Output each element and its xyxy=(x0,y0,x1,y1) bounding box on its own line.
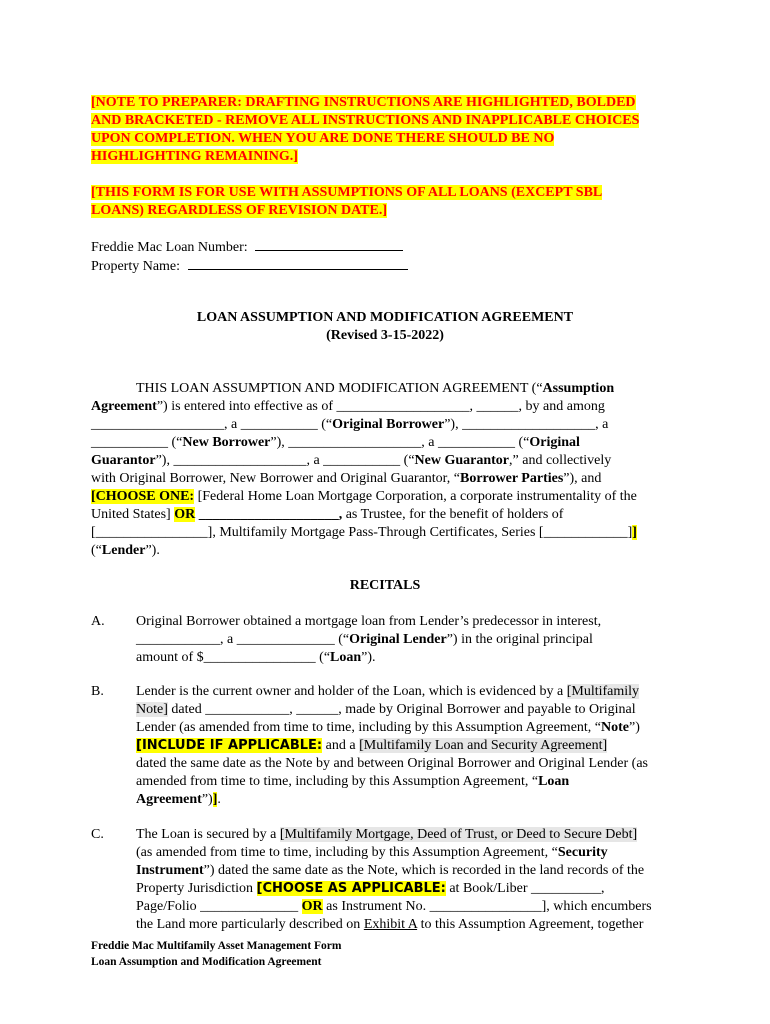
optional-text: [Multifamily Loan and Security Agreement] xyxy=(359,738,608,753)
text: The Loan is secured by a xyxy=(136,827,280,842)
text: ”), ___________________, a ___________ (“ xyxy=(155,453,415,468)
loan-number-field xyxy=(91,237,403,257)
or-instruction: OR xyxy=(301,899,323,914)
loan-number-blank[interactable] xyxy=(255,237,403,251)
recital-c xyxy=(136,826,681,934)
intro-paragraph xyxy=(91,380,681,560)
note-line: UPON COMPLETION. WHEN YOU ARE DONE THERE SHOULD BE NO xyxy=(91,131,555,146)
recital-b-label: B. xyxy=(91,684,104,699)
form-use-note xyxy=(91,184,691,220)
text: Lender (as amended from time to time, including by this Assumption Agreement, “ xyxy=(136,720,602,735)
defined-term: Lender xyxy=(101,543,146,558)
bracket-instruction: ] xyxy=(632,525,637,540)
recital-b xyxy=(136,683,681,809)
page-footer xyxy=(91,938,342,970)
text: as Trustee, for the benefit of holders of xyxy=(342,507,564,522)
text: with Original Borrower, New Borrower and Original Guarantor, “ xyxy=(91,471,460,486)
text: ”), ___________________, a xyxy=(444,417,609,432)
text: ”). xyxy=(361,650,376,665)
recital-a-label: A. xyxy=(91,614,105,629)
defined-term: Agreement xyxy=(91,399,157,414)
defined-term: Original xyxy=(529,435,580,450)
text: and a xyxy=(322,738,360,753)
include-if-applicable-instruction: [INCLUDE IF APPLICABLE: xyxy=(136,738,323,753)
recitals-heading: RECITALS xyxy=(349,578,421,593)
optional-text: [Multifamily xyxy=(566,684,640,699)
text: ”) is entered into effective as of ___________________, ______, by and among xyxy=(156,399,605,414)
defined-term: Assumption xyxy=(542,381,615,396)
preparer-note xyxy=(91,94,691,166)
defined-term: New Borrower xyxy=(182,435,271,450)
choose-as-applicable-instruction: [CHOOSE AS APPLICABLE: xyxy=(256,881,446,896)
bracket-instruction: ] xyxy=(212,792,218,807)
text: ”) xyxy=(201,792,213,807)
loan-number-label: Freddie Mac Loan Number: xyxy=(91,240,248,255)
or-instruction: OR xyxy=(174,507,196,522)
text: [Federal Home Loan Mortgage Corporation, a corporate instrumentality of the xyxy=(194,489,637,504)
text: Lender is the current owner and holder of the Loan, which is evidenced by a xyxy=(136,684,567,699)
text: ____________, a ______________ (“ xyxy=(136,632,350,647)
document-title: LOAN ASSUMPTION AND MODIFICATION AGREEMENT xyxy=(196,310,574,325)
defined-term: Loan xyxy=(538,774,570,789)
text: United States] xyxy=(91,507,171,522)
footer-line: Freddie Mac Multifamily Asset Management Form xyxy=(91,940,342,952)
text: (as amended from time to time, including by this Assumption Agreement, “ xyxy=(136,845,558,860)
text: THIS LOAN ASSUMPTION AND MODIFICATION AGREEMENT (“ xyxy=(136,381,543,396)
footer-line: Loan Assumption and Modification Agreement xyxy=(91,956,322,968)
defined-term: Agreement xyxy=(136,792,202,807)
defined-term: Loan xyxy=(330,650,362,665)
text: (“ xyxy=(91,543,102,558)
text: ”) in the original principal xyxy=(446,632,593,647)
note-line: HIGHLIGHTING REMAINING.] xyxy=(91,149,298,164)
property-name-field xyxy=(91,256,408,276)
text: to this Assumption Agreement, together xyxy=(417,917,644,932)
text: ,” and collectively xyxy=(509,453,612,468)
optional-text: [Multifamily Mortgage, Deed of Trust, or Deed to Secure Debt] xyxy=(279,827,638,842)
text: ”), and xyxy=(563,471,602,486)
text: ___________________, a ___________ (“ xyxy=(91,417,333,432)
revision-date: (Revised 3-15-2022) xyxy=(326,328,444,343)
text: . xyxy=(217,792,221,807)
text: [________________], Multifamily Mortgage Pass-Through Certificates, Series [____________] xyxy=(91,525,633,540)
choose-one-instruction: [CHOOSE ONE: xyxy=(91,489,195,504)
defined-term: Instrument xyxy=(136,863,204,878)
text: dated the same date as the Note by and between Original Borrower and Original Lender (as xyxy=(136,756,648,771)
defined-term: Original Lender xyxy=(349,632,447,647)
text: the Land more particularly described on xyxy=(136,917,364,932)
exhibit-a-reference: Exhibit A xyxy=(363,917,418,932)
text: ”) xyxy=(629,720,640,735)
recital-c-label: C. xyxy=(91,827,104,842)
note-line: [THIS FORM IS FOR USE WITH ASSUMPTIONS OF ALL LOANS (EXCEPT SBL xyxy=(91,185,603,200)
text: amount of $________________ (“ xyxy=(136,650,331,665)
text: ”), ___________________, a ___________ (“ xyxy=(270,435,530,450)
text: Original Borrower obtained a mortgage loan from Lender’s predecessor in interest, xyxy=(136,614,602,629)
property-name-blank[interactable] xyxy=(188,256,408,270)
text: Page/Folio ______________ xyxy=(136,899,302,914)
defined-term: New Guarantor xyxy=(414,453,510,468)
defined-term: Note xyxy=(601,720,630,735)
text: as Instrument No. ________________], which encumbers xyxy=(322,899,652,914)
optional-text: Note] xyxy=(136,702,168,717)
defined-term: Security xyxy=(557,845,608,860)
defined-term: Guarantor xyxy=(91,453,156,468)
note-line: LOANS) REGARDLESS OF REVISION DATE.] xyxy=(91,203,387,218)
defined-term: Borrower Parties xyxy=(460,471,564,486)
text: ”). xyxy=(145,543,160,558)
text: ____________________, xyxy=(198,507,343,522)
recital-a xyxy=(136,613,681,667)
text: Property Jurisdiction xyxy=(136,881,257,896)
defined-term: Original Borrower xyxy=(332,417,445,432)
property-name-label: Property Name: xyxy=(91,259,181,274)
text: ___________ (“ xyxy=(91,435,183,450)
text: dated ____________, ______, made by Original Borrower and payable to Original xyxy=(167,702,636,717)
note-line: AND BRACKETED - REMOVE ALL INSTRUCTIONS AND INAPPLICABLE CHOICES xyxy=(91,113,640,128)
text: at Book/Liber __________, xyxy=(445,881,605,896)
note-line: [NOTE TO PREPARER: DRAFTING INSTRUCTIONS ARE HIGHLIGHTED, BOLDED xyxy=(91,95,636,110)
text: ”) dated the same date as the Note, which is recorded in the land records of the xyxy=(203,863,645,878)
text: amended from time to time, including by this Assumption Agreement, “ xyxy=(136,774,539,789)
